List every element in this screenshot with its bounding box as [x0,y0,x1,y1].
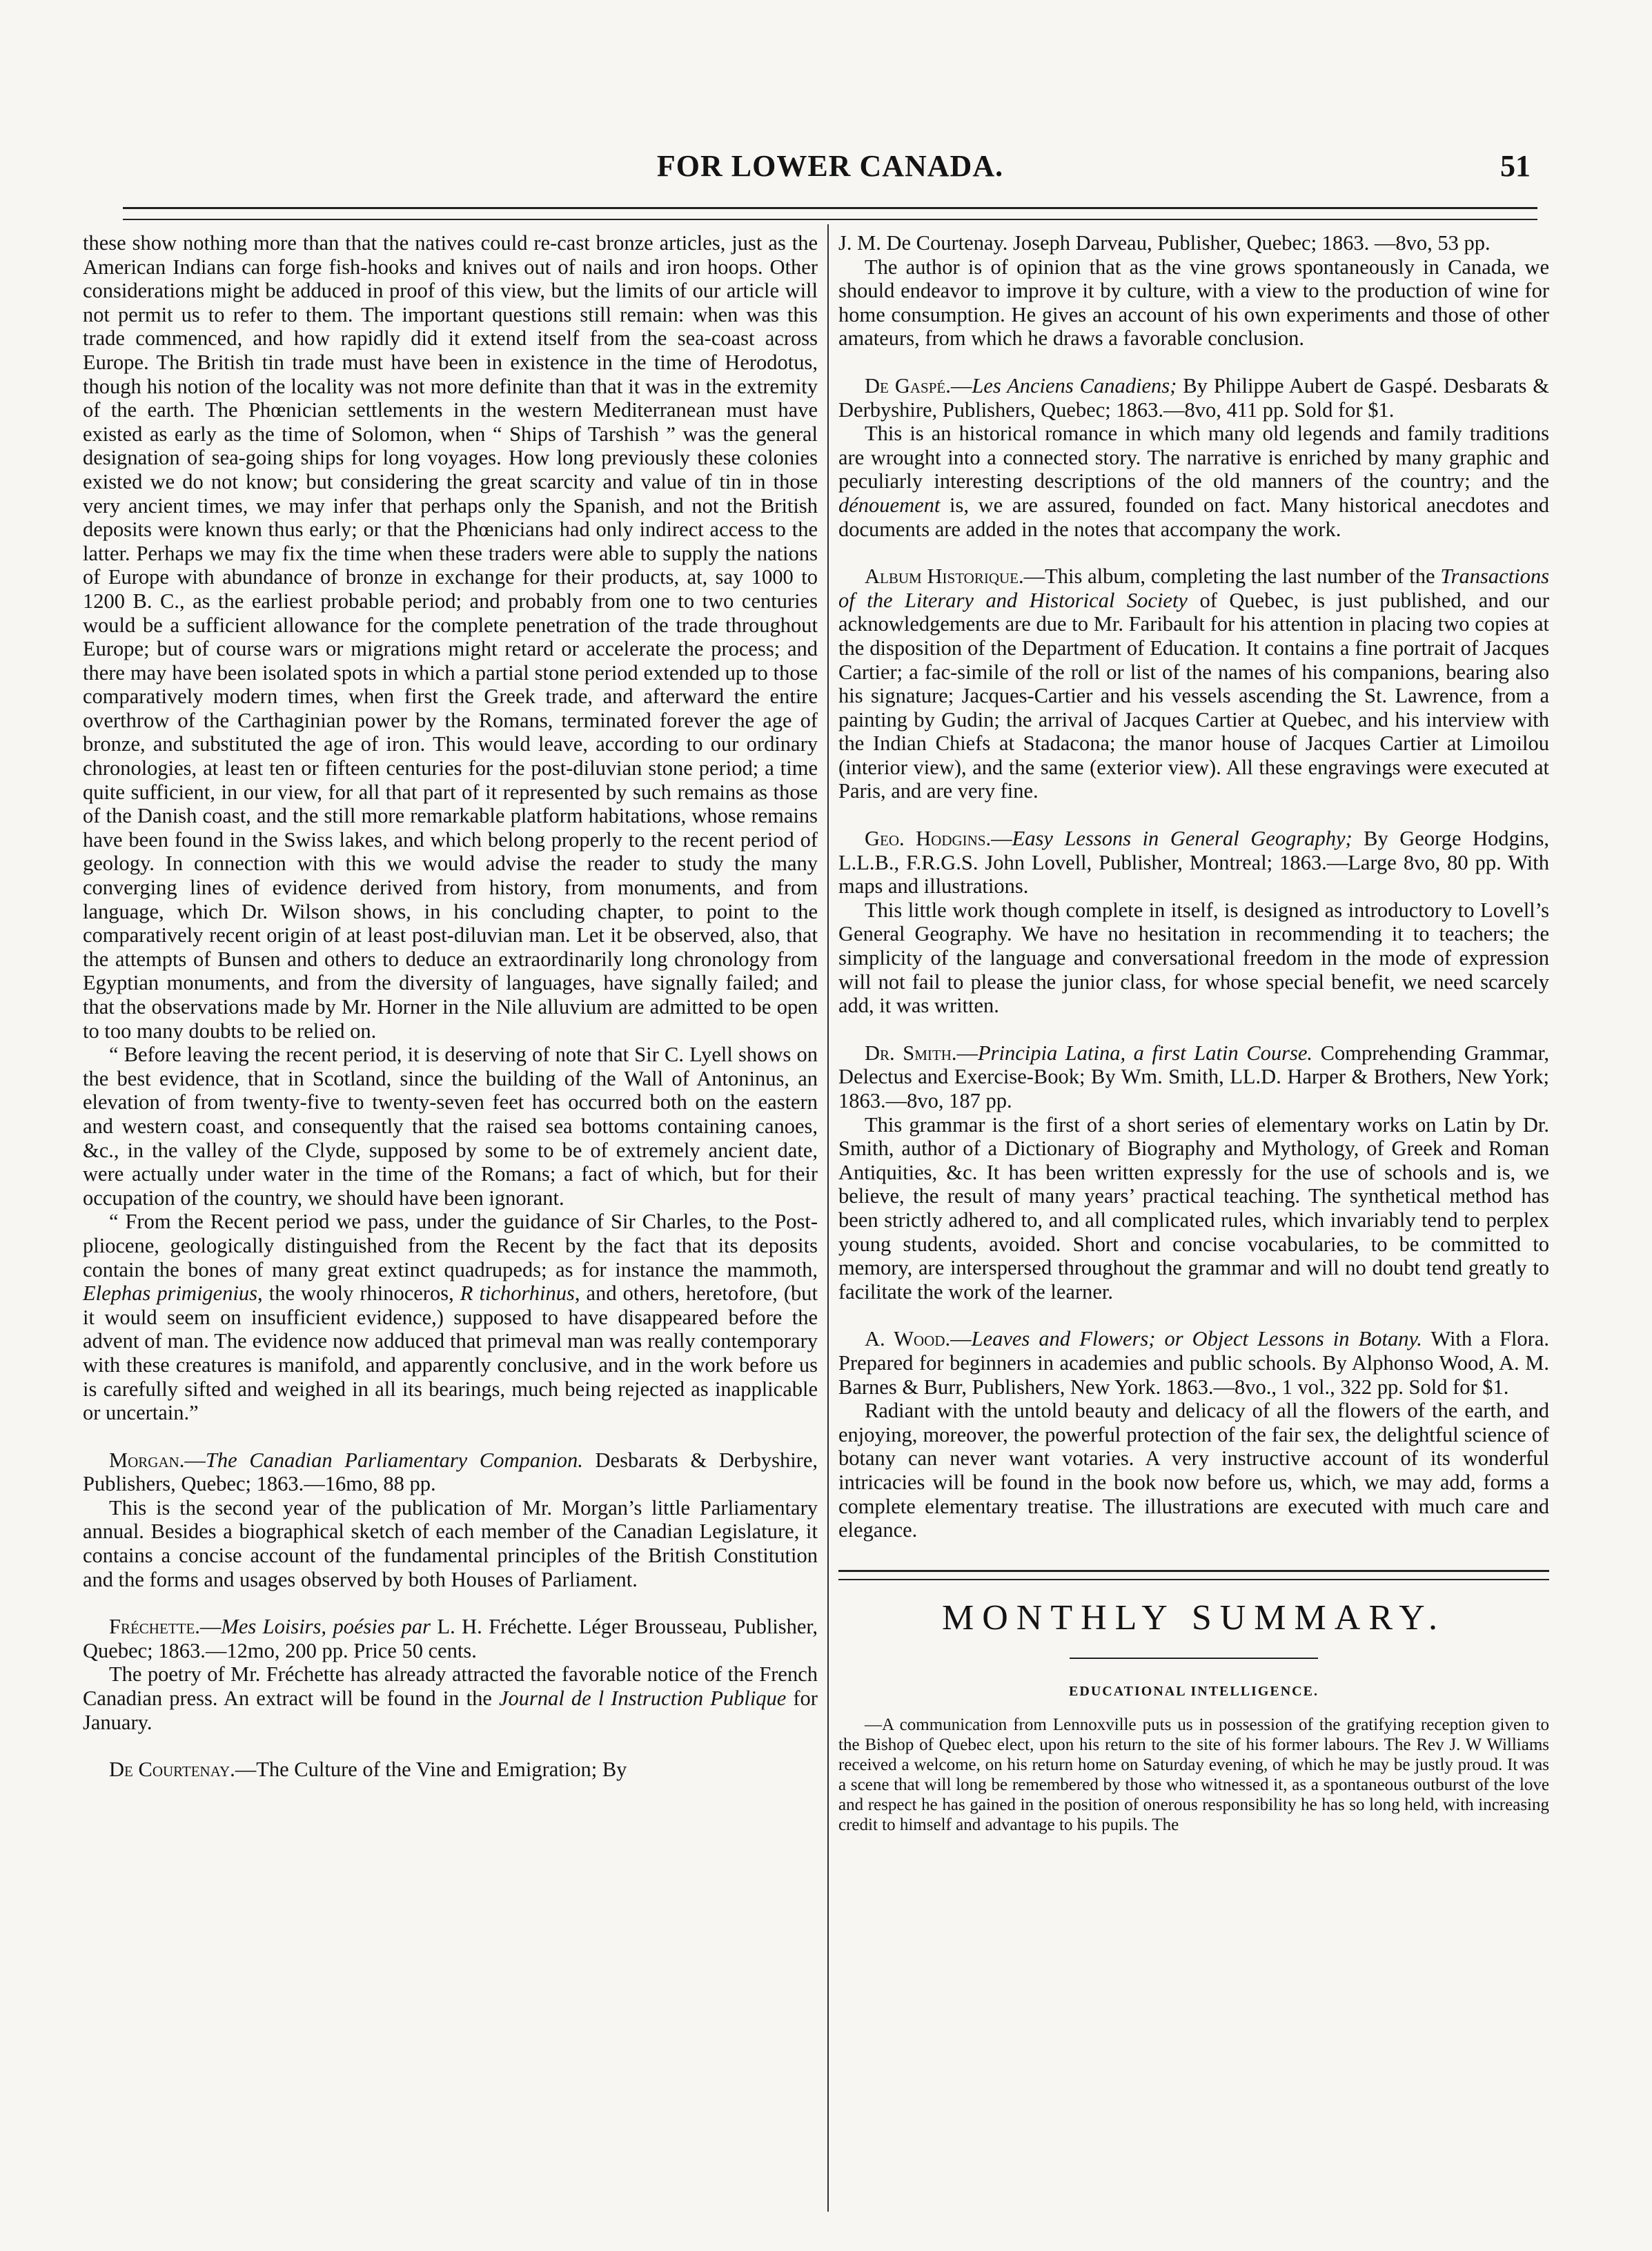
text-run: , and others, heretofore, (but it would seem on insufficient evidence,) supposed to have disappeared before the advent of man. The evidence now adduced that primeval man was really contemporary with these creatures is manifold, and apparently conclusive, and in the work before us is carefully sifted and weighed in all its bearings, much being rejected as inapplicable or uncertain.” [83,1281,818,1425]
review-body-gaspe [838,422,1549,541]
review-entry-wood: A. Wood.—Leaves and Flowers; or Object Lessons in Botany. With a Flora. Prepared for beginners in academies and public schools. By Alphonso Wood, A. M. Barnes & Burr, Publishers, New York. 1863.—8vo., 1 vol., 322 pp. Sold for $1. [838,1327,1549,1399]
journal-title: Journal de l Instruction Publique [498,1687,787,1711]
right-column [838,231,1549,1835]
text-run: —This album, completing the last number of the [1023,564,1441,589]
header-double-rule [123,207,1537,220]
review-entry-courtenay-cont: J. M. De Courtenay. Joseph Darveau, Publisher, Quebec; 1863. —8vo, 53 pp. [838,231,1491,255]
review-author: De Courtenay. [109,1758,235,1782]
section-double-rule [838,1570,1549,1580]
species-name: R tichorhinus [460,1281,575,1306]
review-body-wood: Radiant with the untold beauty and delicacy of all the flowers of the earth, and enjoying, moreover, the powerful protection of the fair sex, the delightful science of botany can never want votaries. A very instructive account of its wonderful intricacies will be found in the book now before us, which, we may add, forms a complete elementary treatise. The illustrations are executed with much care and elegance. [838,1399,1549,1542]
review-entry-gaspe: De Gaspé.—Les Anciens Canadiens; By Philippe Aubert de Gaspé. Desbarats & Derbyshire, Publishers, Quebec; 1863.—8vo, 411 pp. Sold for $1. [838,373,1550,422]
review-author: Dr. Smith. [865,1041,957,1065]
review-publisher: By George Hodgins, L.L.B., F.R.G.S. John Lovell, Publisher, Montreal; 1863.—Large 8vo, 80 pp. With maps and illustrations. [838,827,1549,898]
review-author: A. Wood. [865,1327,951,1351]
review-author: Morgan. [109,1448,185,1472]
review-title: Leaves and Flowers; or Object Lessons in Botany. [971,1327,1422,1351]
review-body-hodgins: This little work though complete in itself, is designed as introductory to Lovell’s General Geography. We have no hesitation in recommending it to teachers; the simplicity of the language and conversational freedom in the mode of expression will not fail to please the junior class, for whose special benefit, we need scarcely add, it was written. [838,898,1549,1018]
review-body-courtenay: The author is of opinion that as the vine grows spontaneously in Canada, we should endeavor to improve it by culture, with a view to the production of wine for home consumption. He gives an account of his own experiments and those of other amateurs, from which he draws a favorable conclusion. [838,255,1549,351]
quote-paragraph-lyell: “ Before leaving the recent period, it is deserving of note that Sir C. Lyell shows on the best evidence, that in Scotland, since the building of the Wall of Antoninus, an elevation of from twenty-five to twenty-seven feet has occurred both on the eastern and western coast, and consequently that the raised sea bottoms containing canoes, &c., in the valley of the Clyde, supposed by some to be of extremely ancient date, were actually under water in the time of the Romans; a fact of which, but for their occupation of the country, we should have been ignorant. [83,1043,818,1210]
article-continuation-paragraph: these show nothing more than that the natives could re-cast bronze articles, just as the American Indians can forge fish-hooks and knives out of nails and iron hoops. Other considerations might be adduced in proof of this view, but the limits of our article will not permit us to refer to them. The important questions still remain: when was this trade commenced, and how rapidly did it extend itself from the sea-coast across Europe. The British tin trade must have been in existence in the time of Herodotus, though his notion of the locality was not more definite than that it was in the extremity of the earth. The Phœnician settlements in the western Mediterranean must have existed as early as the time of Solomon, when “ Ships of Tarshish ” was the general designation of sea-going ships for long voyages. How long previously these colonies existed we do not know; but considering the great scarcity and value of tin in those very ancient times, we may infer that perhaps only the Spanish, and not the British deposits were known thus early; or that the Phœnicians had only indirect access to the latter. Perhaps we may fix the time when these traders were able to supply the nations of Europe with abundance of bronze in exchange for their products, at, say 1000 to 1200 B. C., as the earliest probable period; and probably from one to two centuries would be a sufficient allowance for the complete penetration of the trade throughout Europe; but of course wars or migrations might retard or accelerate the process; and there may have been isolated spots in which a partial stone period extended up to those comparatively modern times, when first the Greek trade, and afterward the entire overthrow of the Carthaginian power by the Romans, terminated forever the age of bronze, and substituted the age of iron. This would leave, according to our ordinary chronologies, at least ten or fifteen centuries for the post-diluvian stone period; a time quite sufficient, in our view, for all that part of it represented by such remains as those of the Danish coast, and the still more remarkable platform habitations, whose remains have been found in the Swiss lakes, and which belong properly to the recent period of geology. In connection with this we would advise the reader to study the many converging lines of evidence derived from history, from monuments, and from language, which Dr. Wilson shows, in his concluding chapter, to point to the comparatively recent origin of at least post-diluvian man. Let it be observed, also, that the attempts of Bunsen and others to deduce an extraordinarily long chronology from Egyptian monuments, and from the diversity of languages, have signally failed; and that the observations made by Mr. Horner in the Nile alluvium are admitted to be open to too many doubts to be relied on. [83,231,818,1043]
species-name: Elephas primigenius [83,1281,258,1306]
text-run: The poetry of Mr. Fréchette has already attracted the favorable notice of the French Canadian press. An extract will be found in the [83,1662,818,1711]
review-author: Album Historique. [865,564,1024,589]
review-body-smith: This grammar is the first of a short series of elementary works on Latin by Dr. Smith, author of a Dictionary of Biography and Mythology, of Greek and Roman Antiquities, &c. It has been written expressly for the use of schools and is, we believe, the result of many years’ practical teaching. The synthetical method has been strictly adhered to, and all complicated rules, which invariably tend to perplex young students, avoided. Short and concise vocabularies, to be committed to memory, are interspersed throughout the grammar and will no doubt tend greatly to facilitate the work of the learner. [838,1112,1549,1304]
quote-paragraph-post-pliocene [83,1210,818,1424]
text-run: “ From the Recent period we pass, under the guidance of Sir Charles, to the Post-pliocene, geologically distinguished from the Recent by the fact that its deposits contain the bones of many great extinct quadrupeds; as for instance the mammoth, [83,1210,818,1281]
section-heading: MONTHLY SUMMARY. [941,1598,1446,1638]
review-author: Geo. Hodgins. [865,827,992,851]
section-short-rule [1070,1658,1318,1659]
text-run: is, we are assured, founded on fact. Many historical anecdotes and documents are added in the notes that accompany the work. [838,493,1549,541]
review-entry-hodgins: Geo. Hodgins.—Easy Lessons in General Geography; By George Hodgins, L.L.B., F.R.G.S. John Lovell, Publisher, Montreal; 1863.—Large 8vo, 80 pp. With maps and illustrations. [838,827,1549,898]
text-run: for January. [83,1687,818,1734]
left-column [83,231,818,1782]
review-publisher: By Philippe Aubert de Gaspé. Desbarats & Derbyshire, Publishers, Quebec; 1863.—8vo, 411 pp. Sold for $1. [838,373,1550,422]
review-entry-courtenay [83,1758,818,1782]
review-body-morgan: This is the second year of the publication of Mr. Morgan’s little Parliamentary annual. Besides a biographical sketch of each member of the Canadian Legislature, it contains a concise account of the fundamental principles of the British Constitution and the forms and usages observed by both Houses of Parliament. [83,1495,818,1591]
text-run: of Quebec, is just published, and our acknowledgements are due to Mr. Faribault for his attention in placing two copies at the disposition of the Department of Education. It contains a fine portrait of Jacques Cartier; a fac-simile of the roll or list of the names of his companions, bearing also his signature; Jacques-Cartier and his vessels ascending the St. Lawrence, from a painting by Gudin; the arrival of Jacques Cartier at Quebec, and his interview with the Indian Chiefs at Stadacona; the manor house of Jacques Cartier at Limoilou (interior view), and the same (exterior view). All these engravings were executed at Paris, and are very fine. [838,588,1549,803]
subsection-heading: EDUCATIONAL INTELLIGENCE. [1069,1684,1319,1700]
review-entry-album [838,564,1549,803]
review-author: Fréchette. [109,1615,200,1639]
review-publisher: Comprehending Grammar, Delectus and Exercise-Book; By Wm. Smith, LL.D. Harper & Brothers, New York; 1863.—8vo, 187 pp. [838,1041,1550,1112]
review-title: Easy Lessons in General Geography; [1012,827,1353,851]
italic-term: dénouement [838,493,941,517]
review-publisher: L. H. Fréchette. Léger Brousseau, Publisher, Quebec; 1863.—12mo, 200 pp. Price 50 cents. [83,1615,818,1662]
review-title: Mes Loisirs, poésies par [221,1615,431,1639]
review-title: Les Anciens Canadiens; [972,373,1177,397]
journal-title: Transactions of the Literary and Historical Society [838,564,1549,612]
news-paragraph: —A communication from Lennoxville puts us in possession of the gratifying reception given to the Bishop of Quebec elect, upon his return to the site of his former labours. The Rev J. W Williams received a welcome, on his return home on Saturday evening, of which he may be justly proud. It was a scene that will long be remembered by those who witnessed it, as a spontaneous outburst of the love and respect he has gained in the position of onerous responsibility he has so long held, with increasing credit to himself and advantage to his pupils. The [838,1715,1549,1834]
review-title: The Canadian Parliamentary Companion. [205,1448,583,1472]
column-divider [827,224,829,2212]
review-publisher: With a Flora. Prepared for beginners in academies and public schools. By Alphonso Wood, A. M. Barnes & Burr, Publishers, New York. 1863.—8vo., 1 vol., 322 pp. Sold for $1. [838,1327,1549,1399]
review-body-frechette [83,1662,818,1734]
review-entry-frechette: Fréchette.—Mes Loisirs, poésies par L. H. Fréchette. Léger Brousseau, Publisher, Quebec; 1863.—12mo, 200 pp. Price 50 cents. [83,1615,818,1662]
running-title: FOR LOWER CANADA. [656,149,1004,183]
text-run: , the wooly rhinoceros, [257,1281,460,1306]
review-author: De Gaspé. [865,373,951,397]
review-publisher: Desbarats & Derbyshire, Publishers, Quebec; 1863.—16mo, 88 pp. [83,1448,818,1496]
review-title: Principia Latina, a first Latin Course. [978,1041,1313,1065]
review-entry-morgan: Morgan.—The Canadian Parliamentary Companion. Desbarats & Derbyshire, Publishers, Quebec; 1863.—16mo, 88 pp. [83,1448,818,1496]
review-entry-smith: Dr. Smith.—Principia Latina, a first Latin Course. Comprehending Grammar, Delectus and Exercise-Book; By Wm. Smith, LL.D. Harper & Brothers, New York; 1863.—8vo, 187 pp. [838,1041,1550,1112]
review-publisher: —The Culture of the Vine and Emigration; By [235,1758,627,1782]
text-run: This is an historical romance in which many old legends and family traditions are wrought into a connected story. The narrative is enriched by many graphic and peculiarly interesting descriptions of the old manners of the country; and the [838,422,1549,493]
page-header [123,141,1537,193]
page-number: 51 [1500,149,1531,183]
